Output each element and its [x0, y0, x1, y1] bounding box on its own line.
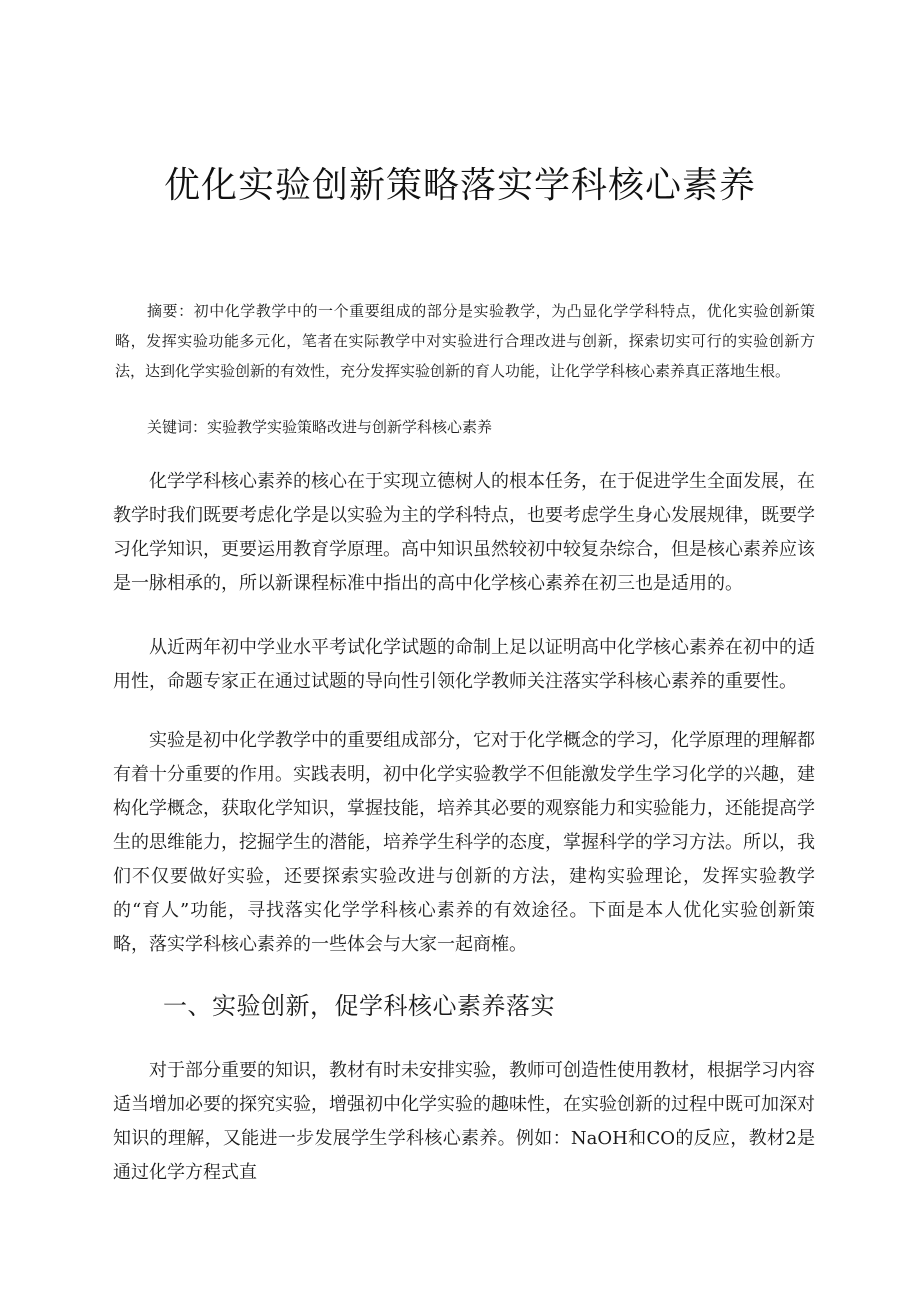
- section-paragraph: 对于部分重要的知识，教材有时未安排实验，教师可创造性使用教材，根据学习内容适当增加必要的探究实验，增强初中化学实验的趣味性，在实验创新的过程中既可加深对知识的理解，又能进一步发展学生学科核心素养。例如：NaOH和CO的反应，教材2是通过化学方程式直: [113, 1060, 815, 1183]
- section-heading: 一、实验创新，促学科核心素养落实: [163, 992, 555, 1020]
- body-paragraph-2: 从近两年初中学业水平考试化学试题的命制上足以证明高中化学核心素养在初中的适用性，命题专家正在通过试题的导向性引领化学教师关注落实学科核心素养的重要性。: [113, 637, 815, 692]
- body-paragraph-1: 化学学科核心素养的核心在于实现立德树人的根本任务，在于促进学生全面发展，在教学时我们既要考虑化学是以实验为主的学科特点，也要考虑学生身心发展规律，既要学习化学知识，更要运用教育学原理。高中知识虽然较初中较复杂综合，但是核心素养应该是一脉相承的，所以新课程标准中指出的高中化学核心素养在初三也是适用的。: [113, 471, 815, 594]
- abstract-paragraph: 摘要：初中化学教学中的一个重要组成的部分是实验教学，为凸显化学学科特点，优化实验创新策略，发挥实验功能多元化，笔者在实际教学中对实验进行合理改进与创新，探索切实可行的实验创新方法，达到化学实验创新的有效性，充分发挥实验创新的育人功能，让化学学科核心素养真正落地生根。: [115, 302, 815, 380]
- document-title: 优化实验创新策略落实学科核心素养: [163, 165, 756, 206]
- body-paragraph-3: 实验是初中化学教学中的重要组成部分，它对于化学概念的学习，化学原理的理解都有着十分重要的作用。实践表明，初中化学实验教学不但能激发学生学习化学的兴趣，建构化学概念，获取化学知识，掌握技能，培养其必要的观察能力和实验能力，还能提高学生的思维能力，挖掘学生的潜能，培养学生科学的态度，掌握科学的学习方法。所以，我们不仅要做好实验，还要探索实验改进与创新的方法，建构实验理论，发挥实验教学的“育人”功能，寻找落实化学学科核心素养的有效途径。下面是本人优化实验创新策略，落实学科核心素养的一些体会与大家一起商榷。: [113, 730, 815, 955]
- keywords-line: 关键词：实验教学实验策略改进与创新学科核心素养: [147, 418, 493, 436]
